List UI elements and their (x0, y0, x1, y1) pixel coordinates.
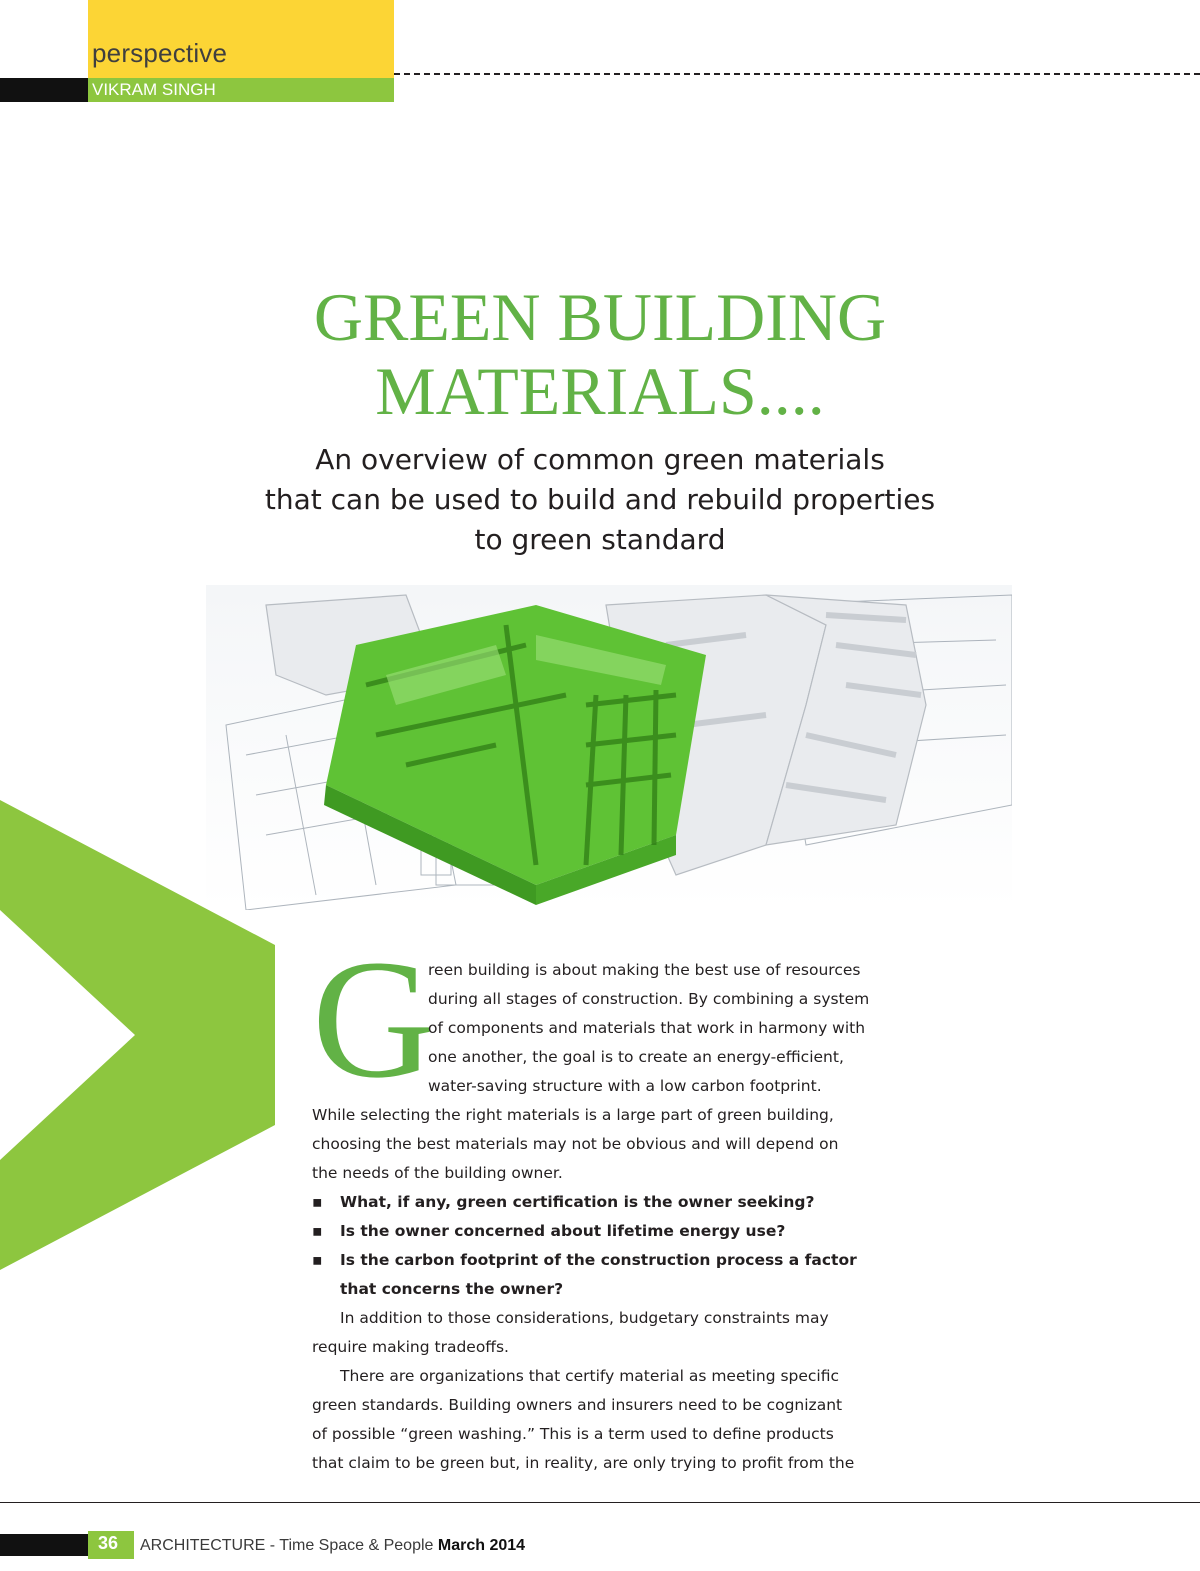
section-label: perspective (92, 38, 228, 68)
paragraph-3 (312, 1362, 902, 1478)
paragraph-line: green standards. Building owners and insurers need to be cognizant (312, 1396, 843, 1414)
bullet-text: that concerns the owner? (340, 1280, 564, 1298)
bullet-text: What, if any, green certification is the owner seeking? (340, 1193, 815, 1211)
green-chevron-decoration (0, 800, 280, 1270)
bullet-text: Is the carbon footprint of the construction process a factor (340, 1251, 857, 1269)
intro-line: during all stages of construction. By combining a system (428, 990, 870, 1008)
publication-name: ARCHITECTURE - Time Space & People (140, 1537, 438, 1554)
paragraph-line: There are organizations that certify material as meeting specific (340, 1367, 840, 1385)
intro-line: of components and materials that work in harmony with (428, 1019, 866, 1037)
paragraph-2 (312, 1304, 902, 1362)
building-model-illustration (206, 585, 1012, 910)
bullet-icon: ▪ (312, 1251, 323, 1269)
header-black-bar (0, 78, 88, 102)
drop-cap: G (312, 925, 435, 1113)
bullet-icon: ▪ (312, 1193, 323, 1211)
subtitle-line-3: to green standard (474, 523, 726, 556)
paragraph-line: that claim to be green but, in reality, are only trying to profit from the (312, 1454, 855, 1472)
paragraph-line: choosing the best materials may not be obvious and will depend on (312, 1135, 839, 1153)
issue-date: March 2014 (437, 1537, 526, 1554)
footer-black-bar (0, 1534, 88, 1556)
bullet-icon: ▪ (312, 1222, 323, 1240)
footer-rule (0, 1502, 1200, 1503)
paragraph-line: require making tradeoffs. (312, 1338, 509, 1356)
paragraph-line: the needs of the building owner. (312, 1164, 563, 1182)
paragraph-line: In addition to those considerations, budgetary constraints may (340, 1309, 829, 1327)
intro-paragraph (428, 956, 908, 1101)
intro-line: reen building is about making the best use of resources (428, 961, 861, 979)
header-dashed-rule (394, 73, 1200, 75)
paragraph-1 (312, 1101, 902, 1188)
intro-line: water-saving structure with a low carbon footprint. (428, 1077, 822, 1095)
subtitle-line-2: that can be used to build and rebuild properties (264, 483, 936, 516)
page-number: 36 (98, 1533, 119, 1553)
title-line-1: GREEN BUILDING (313, 279, 887, 355)
paragraph-line: of possible “green washing.” This is a term used to define products (312, 1425, 834, 1443)
bullet-text: Is the owner concerned about lifetime energy use? (340, 1222, 786, 1240)
intro-line: one another, the goal is to create an energy-efficient, (428, 1048, 844, 1066)
author-name: VIKRAM SINGH (92, 80, 216, 99)
title-line-2: MATERIALS.... (375, 353, 825, 429)
article-title (0, 280, 1200, 428)
subtitle-line-1: An overview of common green materials (315, 443, 885, 476)
footer-publication (140, 1537, 525, 1555)
paragraph-line: While selecting the right materials is a large part of green building, (312, 1106, 834, 1124)
article-subtitle (0, 440, 1200, 560)
